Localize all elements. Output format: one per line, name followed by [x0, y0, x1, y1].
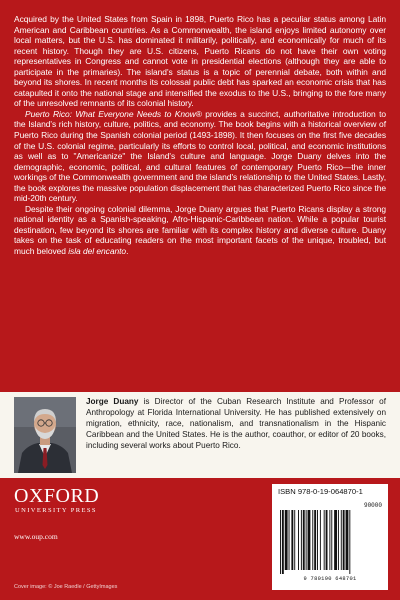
- description-paragraph-3: [14, 204, 386, 257]
- description-paragraph-1: Acquired by the United States from Spain in 1898, Puerto Rico has a peculiar status among Latin American and Caribbean countries. As a Commonwealth, the island enjoys limited autonomy over local matters, but the U.S. has dominated it militarily, politically, and economically for much of its recent history. Though they are U.S. citizens, Puerto Ricans do not have their own voting representatives in Congress and cannot vote in presidential elections (although they are able to participate in the primaries). The island's status is a topic of perennial debate, both within and beyond its shores. In recent months its colossal public debt has sparked an economic crisis that has catapulted it onto the national stage and intensified the exodus to the U.S., bringing to the fore many of the unresolved remnants of its colonial history.: [14, 14, 386, 109]
- author-bio-text: is Director of the Cuban Research Institute and Professor of Anthropology at Florida International University. He has published extensively on migration, ethnicity, race, nationalism, and transnationalism in the Hispanic Caribbean and the United States. He is the author, coauthor, or editor of 20 books, including several works about Puerto Rico.: [86, 397, 387, 450]
- description-paragraph-2: [14, 109, 386, 204]
- isla-del-encanto-italic: isla del encanto: [68, 246, 127, 257]
- description-paragraph-3-end: .: [126, 246, 129, 257]
- publisher-logo-subtitle: UNIVERSITY PRESS: [15, 507, 97, 514]
- author-name: Jorge Duany: [86, 397, 139, 406]
- price-code: 90000: [363, 502, 382, 509]
- isbn-label: ISBN 978-0-19-064870-1: [278, 487, 363, 496]
- description-paragraph-3-text: Despite their ongoing colonial dilemma, Jorge Duany argues that Puerto Ricans display a strong national identity as a Spanish-speaking, Afro-Hispanic-Caribbean nation. While a popular tourist destination, few beyond its shores are familiar with its complex history and diverse culture. Duany takes on the task of educating readers on the most important facets of the unique, troubled, but much beloved: [14, 203, 386, 257]
- isbn-barcode-box: [272, 484, 388, 590]
- publisher-logo: OXFORD: [14, 485, 100, 507]
- barcode-digits: 9 780190 648701: [303, 576, 357, 582]
- book-description: [14, 14, 386, 257]
- author-photo: [14, 397, 76, 473]
- publisher-url: www.oup.com: [14, 532, 58, 541]
- barcode-graphic: [278, 510, 382, 574]
- cover-image-credit: Cover image: © Joe Raedle / GettyImages: [14, 584, 118, 590]
- book-title-italic: Puerto Rico: What Everyone Needs to Know®: [25, 108, 202, 119]
- description-paragraph-2-text: provides a succinct, authoritative introduction to the Island's rich history, culture, politics, and economy. The book begins with a historical overview of Puerto Rico during the Spanish colonial period (1493-1898). It then focuses on the first five decades of the U.S. colonial regime, particularly its efforts to control local, political, and economic institutions as well as to "Americanize" the Island's culture and language. Jorge Duany delves into the demographic, economic, political, and cultural features of contemporary Puerto Rico—the inner workings of the Commonwealth government and the island's relationship to the United States. Lastly, the book explores the massive population displacement that has characterized Puerto Rico since the mid-20th century.: [14, 108, 387, 204]
- author-section: [0, 392, 400, 478]
- author-bio: [86, 397, 386, 452]
